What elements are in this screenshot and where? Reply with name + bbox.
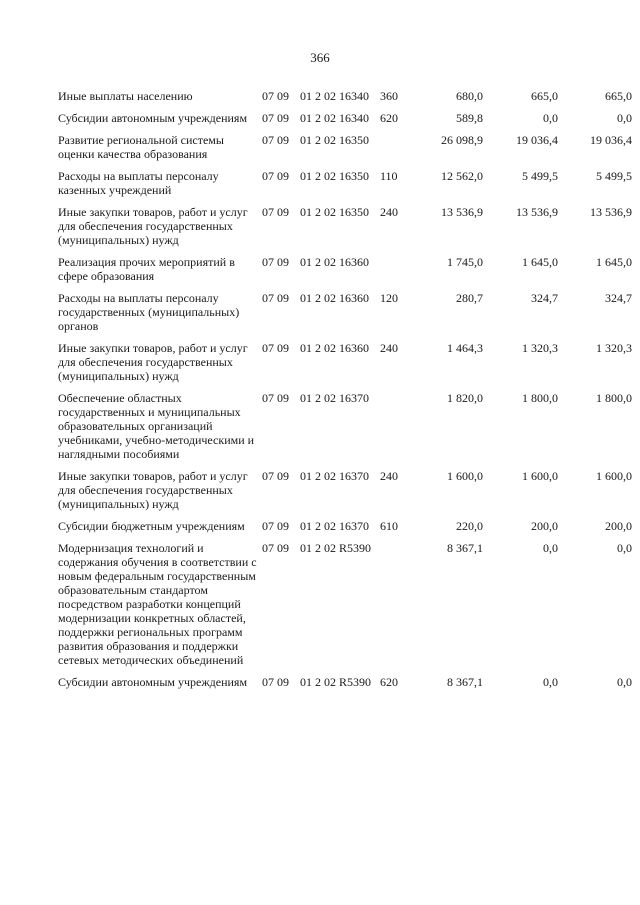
row-target-code: 01 2 02 16350 xyxy=(300,169,369,183)
row-name: Субсидии автономным учреждениям xyxy=(58,675,248,689)
row-name: Иные закупки товаров, работ и услуг для обеспечения государственных (муниципальных) нужд xyxy=(58,469,248,511)
row-amount-2: 0,0 xyxy=(543,675,558,689)
row-expense-type xyxy=(380,387,408,465)
row-amount-3: 13 536,9 xyxy=(590,205,632,219)
table-row xyxy=(58,337,632,387)
row-expense-type xyxy=(380,537,408,671)
row-amount-2: 200,0 xyxy=(531,519,558,533)
table-row xyxy=(58,465,632,515)
table-row xyxy=(58,107,632,129)
row-amount-2: 0,0 xyxy=(543,541,558,555)
row-amount-3: 200,0 xyxy=(605,519,632,533)
row-amount-1: 8 367,1 xyxy=(447,541,483,555)
row-section: 07 09 xyxy=(262,169,289,183)
row-name: Субсидии бюджетным учреждениям xyxy=(58,519,245,533)
table-row xyxy=(58,515,632,537)
row-name-cell xyxy=(58,165,262,201)
row-amount-3: 0,0 xyxy=(617,111,632,125)
row-amount-3: 324,7 xyxy=(605,291,632,305)
row-amount-3: 0,0 xyxy=(617,541,632,555)
row-amount-1: 26 098,9 xyxy=(441,133,483,147)
row-name-cell xyxy=(58,129,262,165)
row-amount-1: 280,7 xyxy=(456,291,483,305)
row-amount-2: 13 536,9 xyxy=(516,205,558,219)
table-row xyxy=(58,129,632,165)
row-name: Иные закупки товаров, работ и услуг для обеспечения государственных (муниципальных) нужд xyxy=(58,205,248,247)
row-amount-1: 220,0 xyxy=(456,519,483,533)
row-amount-2: 1 320,3 xyxy=(522,341,558,355)
row-target-code: 01 2 02 16370 xyxy=(300,469,369,483)
row-section: 07 09 xyxy=(262,391,289,405)
table-row xyxy=(58,671,632,693)
row-name: Реализация прочих мероприятий в сфере образования xyxy=(58,255,235,283)
row-expense-type: 620 xyxy=(380,675,398,689)
row-amount-3: 1 600,0 xyxy=(596,469,632,483)
row-name: Расходы на выплаты персоналу казенных учреждений xyxy=(58,169,219,197)
row-amount-2: 1 600,0 xyxy=(522,469,558,483)
row-expense-type: 240 xyxy=(380,469,398,483)
row-expense-type: 120 xyxy=(380,291,398,305)
row-section: 07 09 xyxy=(262,675,289,689)
row-amount-2: 1 800,0 xyxy=(522,391,558,405)
row-amount-3: 665,0 xyxy=(605,89,632,103)
row-amount-3: 0,0 xyxy=(617,675,632,689)
row-name-cell xyxy=(58,537,262,671)
row-section: 07 09 xyxy=(262,519,289,533)
row-name-cell xyxy=(58,83,262,107)
row-section: 07 09 xyxy=(262,205,289,219)
row-target-code: 01 2 02 16350 xyxy=(300,133,369,147)
row-section: 07 09 xyxy=(262,255,289,269)
row-name-cell xyxy=(58,515,262,537)
row-target-code: 01 2 02 16360 xyxy=(300,255,369,269)
row-expense-type: 610 xyxy=(380,519,398,533)
row-amount-1: 12 562,0 xyxy=(441,169,483,183)
row-name-cell xyxy=(58,387,262,465)
row-amount-3: 1 645,0 xyxy=(596,255,632,269)
row-amount-2: 665,0 xyxy=(531,89,558,103)
table-row xyxy=(58,287,632,337)
row-name: Развитие региональной системы оценки качества образования xyxy=(58,133,224,161)
budget-table xyxy=(58,83,632,693)
row-section: 07 09 xyxy=(262,469,289,483)
table-row xyxy=(58,251,632,287)
row-name-cell xyxy=(58,287,262,337)
row-amount-1: 1 745,0 xyxy=(447,255,483,269)
table-row xyxy=(58,201,632,251)
row-amount-1: 589,8 xyxy=(456,111,483,125)
row-amount-2: 324,7 xyxy=(531,291,558,305)
row-amount-2: 1 645,0 xyxy=(522,255,558,269)
row-amount-1: 1 600,0 xyxy=(447,469,483,483)
row-target-code: 01 2 02 16360 xyxy=(300,341,369,355)
row-name-cell xyxy=(58,337,262,387)
row-target-code: 01 2 02 16370 xyxy=(300,519,369,533)
table-row xyxy=(58,165,632,201)
row-name-cell xyxy=(58,251,262,287)
row-amount-3: 1 800,0 xyxy=(596,391,632,405)
table-row xyxy=(58,387,632,465)
row-name-cell xyxy=(58,201,262,251)
row-amount-1: 13 536,9 xyxy=(441,205,483,219)
row-expense-type: 620 xyxy=(380,111,398,125)
table-row xyxy=(58,537,632,671)
row-name: Обеспечение областных государственных и муниципальных образовательных организаций учебниками, учебно-методическими и наглядными пособиями xyxy=(58,391,255,461)
row-expense-type: 240 xyxy=(380,205,398,219)
row-target-code: 01 2 02 16370 xyxy=(300,391,369,405)
row-expense-type: 360 xyxy=(380,89,398,103)
row-section: 07 09 xyxy=(262,111,289,125)
row-amount-3: 5 499,5 xyxy=(596,169,632,183)
row-amount-2: 19 036,4 xyxy=(516,133,558,147)
row-section: 07 09 xyxy=(262,291,289,305)
row-expense-type xyxy=(380,129,408,165)
row-name: Субсидии автономным учреждениям xyxy=(58,111,248,125)
row-amount-1: 1 820,0 xyxy=(447,391,483,405)
row-name: Модернизация технологий и содержания обучения в соответствии с новым федеральным государственным образовательным стандартом посредством разработки концепций модернизации конкретных областей, поддержки региональных программ развития образования и поддержки сетевых методических объединений xyxy=(58,541,257,667)
row-amount-3: 1 320,3 xyxy=(596,341,632,355)
row-name-cell xyxy=(58,671,262,693)
budget-table-body xyxy=(58,83,632,693)
row-name-cell xyxy=(58,107,262,129)
row-name: Расходы на выплаты персоналу государственных (муниципальных) органов xyxy=(58,291,240,333)
page-number: 366 xyxy=(310,50,330,65)
row-amount-1: 1 464,3 xyxy=(447,341,483,355)
row-expense-type xyxy=(380,251,408,287)
row-target-code: 01 2 02 16360 xyxy=(300,291,369,305)
row-name: Иные выплаты населению xyxy=(58,89,193,103)
row-target-code: 01 2 02 R5390 xyxy=(300,675,372,689)
row-name-cell xyxy=(58,465,262,515)
row-target-code: 01 2 02 R5390 xyxy=(300,541,372,555)
row-expense-type: 110 xyxy=(380,169,398,183)
row-target-code: 01 2 02 16340 xyxy=(300,111,369,125)
row-amount-3: 19 036,4 xyxy=(590,133,632,147)
row-section: 07 09 xyxy=(262,89,289,103)
row-target-code: 01 2 02 16340 xyxy=(300,89,369,103)
row-section: 07 09 xyxy=(262,541,289,555)
row-amount-2: 5 499,5 xyxy=(522,169,558,183)
row-section: 07 09 xyxy=(262,341,289,355)
row-amount-1: 8 367,1 xyxy=(447,675,483,689)
table-row xyxy=(58,83,632,107)
row-amount-2: 0,0 xyxy=(543,111,558,125)
row-target-code: 01 2 02 16350 xyxy=(300,205,369,219)
row-name: Иные закупки товаров, работ и услуг для обеспечения государственных (муниципальных) нужд xyxy=(58,341,248,383)
row-section: 07 09 xyxy=(262,133,289,147)
row-amount-1: 680,0 xyxy=(456,89,483,103)
row-expense-type: 240 xyxy=(380,341,398,355)
